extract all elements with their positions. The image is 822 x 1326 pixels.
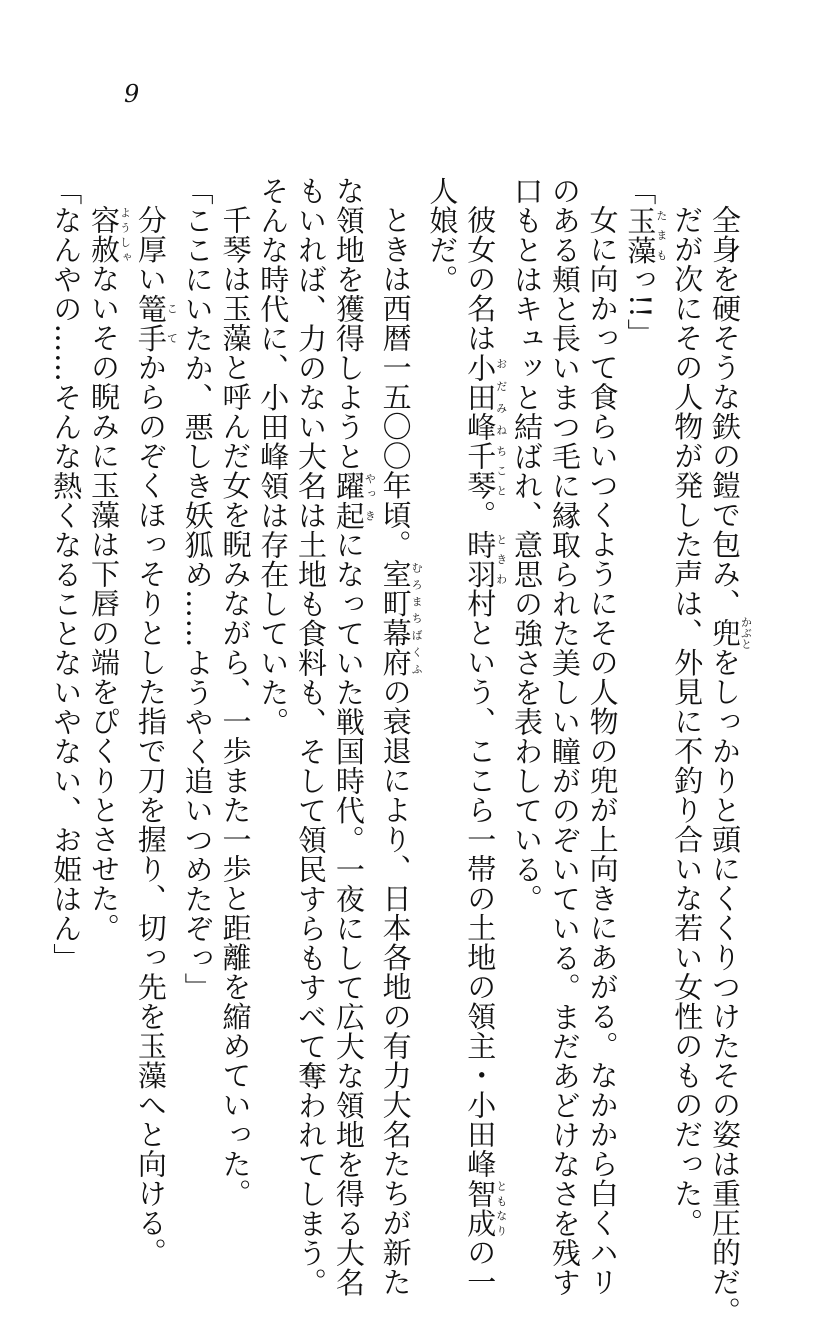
text-line <box>329 176 376 1176</box>
text-segment: のある頬と長いまつ毛に縁取られた美しい瞳がのぞいている。まだあどけなさを残す <box>548 176 582 1297</box>
furigana: ともなり <box>495 1179 508 1238</box>
text-segment: 千琴は玉藻と呼んだ女を睨みながら、一歩また一歩と距離を縮めていった。 <box>218 205 252 1208</box>
ruby-base: 時羽 <box>463 530 497 589</box>
vertical-text-body <box>52 176 752 1176</box>
text-segment: 人娘だ。 <box>425 176 459 294</box>
ruby-base: 室町幕府 <box>379 559 413 677</box>
text-line <box>376 176 423 1176</box>
text-segment: 「ここにいたか、悪しき妖狐め……ようやく追いつめたぞっ」 <box>181 176 215 1002</box>
text-segment: だが次にその人物が発した声は、外見に不釣り合いな若い女性のものだった。 <box>670 205 704 1238</box>
text-line <box>178 176 216 1176</box>
text-line <box>583 176 621 1176</box>
text-line <box>507 176 545 1176</box>
text-line <box>291 176 329 1176</box>
ruby-word <box>463 530 497 589</box>
furigana: こて <box>165 294 178 353</box>
ruby-word <box>463 1179 497 1238</box>
ruby-base: 躍 <box>332 471 366 501</box>
text-line <box>621 176 668 1176</box>
text-segment: の衰退により、日本各地の有力大名たちが新た <box>379 677 413 1297</box>
text-line <box>253 176 291 1176</box>
text-segment: 。 <box>463 500 497 530</box>
text-segment: 村という、ここら一帯の土地の領主・小田峰 <box>463 589 497 1179</box>
text-line <box>545 176 583 1176</box>
text-segment: っ!!」 <box>623 265 657 348</box>
furigana: たまも <box>655 206 668 265</box>
ruby-word <box>332 471 366 501</box>
ruby-word <box>134 294 168 353</box>
ruby-word <box>708 618 742 648</box>
text-line <box>460 176 507 1176</box>
text-segment: ときは西暦一五〇〇年頃。 <box>379 205 413 559</box>
text-segment: 口もとはキュッと結ばれ、意思の強さを表わしている。 <box>510 176 544 914</box>
text-segment: な領地を獲得しようと <box>332 176 366 471</box>
ruby-base: 千琴 <box>463 441 497 500</box>
ruby-base: 容赦 <box>87 205 121 264</box>
text-line <box>216 176 254 1176</box>
text-segment: になっていた戦国時代。一夜にして広大な領地を得る大名 <box>332 530 366 1297</box>
ruby-word <box>379 559 413 677</box>
furigana: ようしゃ <box>119 205 132 264</box>
furigana: やっ <box>363 471 376 501</box>
ruby-word <box>623 206 657 265</box>
text-line <box>84 176 131 1176</box>
furigana: かぶと <box>740 616 753 649</box>
text-segment: もいれば、力のない大名は土地も食料も、そして領民すらもすべて奪われてしまう。 <box>294 176 328 1297</box>
ruby-word <box>463 353 497 442</box>
ruby-word <box>87 205 121 264</box>
text-segment: 分厚い <box>134 205 168 294</box>
text-segment: からのぞくほっそりとした指で刀を握り、切っ先を玉藻へと向ける。 <box>134 353 168 1268</box>
text-segment: そんな時代に、小田峰領は存在していた。 <box>256 176 290 737</box>
ruby-base: 玉藻 <box>623 206 657 265</box>
ruby-base: 起 <box>332 501 366 531</box>
ruby-word <box>463 441 497 500</box>
text-line <box>705 176 752 1176</box>
text-segment: の一 <box>463 1238 497 1297</box>
furigana: おだみね <box>495 353 508 442</box>
text-segment: 全身を硬そうな鉄の鎧で包み、 <box>708 205 742 618</box>
ruby-base: 小田峰 <box>463 353 497 442</box>
ruby-word <box>332 501 366 531</box>
furigana: むろまちばくふ <box>410 559 423 677</box>
page-number: 9 <box>124 80 140 108</box>
text-segment: をしっかりと頭にくくりつけたその姿は重圧的だ。 <box>708 648 742 1326</box>
text-segment: 彼女の名は <box>463 205 497 353</box>
furigana: ちこと <box>495 441 508 500</box>
text-line <box>131 176 178 1176</box>
text-segment: 女に向かって食らいつくようにその人物の兜が上向きにあがる。なかから白くハリ <box>586 205 620 1297</box>
ruby-base: 智成 <box>463 1179 497 1238</box>
text-line <box>46 176 84 1176</box>
text-line <box>667 176 705 1176</box>
text-line <box>423 176 461 1176</box>
text-segment: 「なんやの……そんな熱くなることないやない、お姫はん」 <box>49 176 83 973</box>
text-segment: ないその睨みに玉藻は下唇の端をぴくりとさせた。 <box>87 264 121 943</box>
ruby-base: 兜 <box>708 616 742 649</box>
furigana: ときわ <box>495 530 508 589</box>
ruby-base: 篭手 <box>134 294 168 353</box>
text-segment: 「 <box>623 176 657 206</box>
furigana: き <box>363 501 376 531</box>
